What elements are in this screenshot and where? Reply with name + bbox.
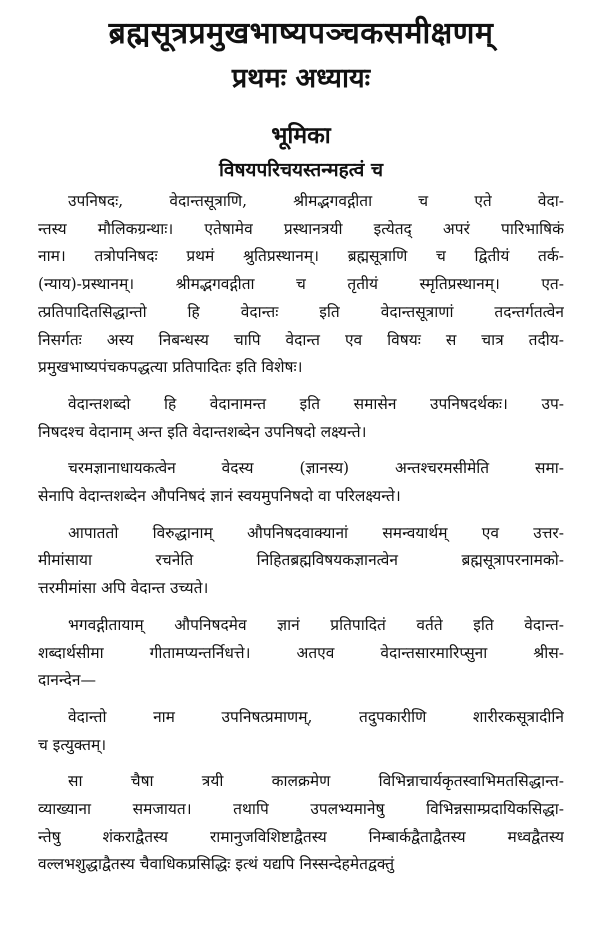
text-line: त्तरमीमांसा अपि वेदान्त उच्यते। bbox=[38, 579, 209, 598]
paragraph bbox=[38, 704, 564, 759]
text-line: उपनिषदः, वेदान्तसूत्राणि, श्रीमद्भगवद्गीता च एते वेदा- bbox=[68, 192, 564, 210]
subsection-title: विषयपरिचयस्तन्महत्वं च bbox=[218, 159, 384, 181]
text-line: प्रमुखभाष्यपंचकपद्धत्या प्रतिपादितः इति विशेषः। bbox=[38, 358, 303, 377]
text-line: वल्लभशुद्धाद्वैतस्य चैवाधिकप्रसिद्धिः इत्थं यद्यपि निस्सन्देहमेतद्वक्तुं bbox=[38, 855, 395, 874]
paragraph-gap bbox=[38, 603, 564, 612]
text-line: निसर्गतः अस्य निबन्धस्य चापि वेदान्त एव विषयः स चात्र तदीय- bbox=[38, 330, 564, 349]
paragraph bbox=[38, 612, 564, 695]
paragraph bbox=[38, 455, 564, 510]
section-title: भूमिका bbox=[271, 122, 331, 149]
paragraph bbox=[38, 188, 564, 382]
text-line: न्तस्य मौलिकग्रन्थाः। एतेषामेव प्रस्थानत्रयी इत्येतद् अपरं पारिभाषिकं bbox=[38, 219, 564, 238]
book-title: ब्रह्मसूत्रप्रमुखभाष्यपञ्चकसमीक्षणम् bbox=[108, 16, 494, 51]
chapter-title: प्रथमः अध्यायः bbox=[231, 63, 371, 94]
paragraph bbox=[38, 520, 564, 603]
text-line: चरमज्ञानाधायकत्वेन वेदस्य (ज्ञानस्य) अन्तश्चरमसीमेति समा- bbox=[68, 459, 564, 478]
text-line: त्प्रतिपादितसिद्धान्तो हि वेदान्तः इति वेदान्तसूत्राणां तदन्तर्गतत्वेन bbox=[38, 302, 564, 321]
paragraph-gap bbox=[38, 759, 564, 768]
text-line: भगवद्गीतायाम् औपनिषदमेव ज्ञानं प्रतिपादितं वर्तते इति वेदान्त- bbox=[68, 615, 564, 634]
paragraph-gap bbox=[38, 511, 564, 520]
paragraph-gap bbox=[38, 446, 564, 455]
text-line: न्तेषु शंकराद्वैतस्य रामानुजविशिष्टाद्वैतस्य निम्बार्कद्वैताद्वैतस्य मध्वद्वैतस्य bbox=[38, 827, 564, 846]
text-line: नाम। तत्रोपनिषदः प्रथमं श्रुतिप्रस्थानम्। ब्रह्मसूत्राणि च द्वितीयं तर्क- bbox=[38, 247, 564, 266]
text-line: व्याख्याना समजायत। तथापि उपलभ्यमानेषु विभिन्नसाम्प्रदायिकसिद्धा- bbox=[38, 800, 564, 819]
text-line: शब्दार्थसीमा गीतामप्यन्तर्निधत्ते। अतएव वेदान्तसारमारिप्सुना श्रीस- bbox=[38, 643, 564, 662]
paragraph bbox=[38, 391, 564, 446]
text-line: सेनापि वेदान्तशब्देन औपनिषदं ज्ञानं स्वयमुपनिषदो वा परिलक्ष्यन्ते। bbox=[38, 487, 401, 506]
text-line: निषदश्च वेदानाम् अन्त इति वेदान्तशब्देन उपनिषदो लक्ष्यन्ते। bbox=[38, 422, 367, 441]
paragraph-gap bbox=[38, 382, 564, 391]
text-line: च इत्युक्तम्। bbox=[38, 735, 107, 754]
text-line: (न्याय)-प्रस्थानम्। श्रीमद्भगवद्गीता च तृतीयं स्मृतिप्रस्थानम्। एत- bbox=[38, 275, 564, 294]
paragraph bbox=[38, 768, 564, 879]
text-line: वेदान्तो नाम उपनिषत्प्रमाणम्, तदुपकारीणि शारीरकसूत्रादीनि bbox=[68, 707, 564, 726]
text-line: आपाततो विरुद्धानाम् औपनिषदवाक्यानां समन्वयार्थम् एव उत्तर- bbox=[68, 523, 564, 542]
body-text bbox=[38, 188, 564, 879]
paragraph-gap bbox=[38, 695, 564, 704]
text-line: सा चैषा त्रयी कालक्रमेण विभिन्नाचार्यकृतस्वाभिमतसिद्धान्त- bbox=[68, 772, 564, 791]
text-line: दानन्देन— bbox=[38, 671, 96, 690]
text-line: मीमांसाया रचनेति निहितब्रह्मविषयकज्ञानत्वेन ब्रह्मसूत्रापरनामको- bbox=[38, 551, 564, 570]
text-line: वेदान्तशब्दो हि वेदानामन्त इति समासेन उपनिषदर्थकः। उप- bbox=[68, 394, 564, 413]
